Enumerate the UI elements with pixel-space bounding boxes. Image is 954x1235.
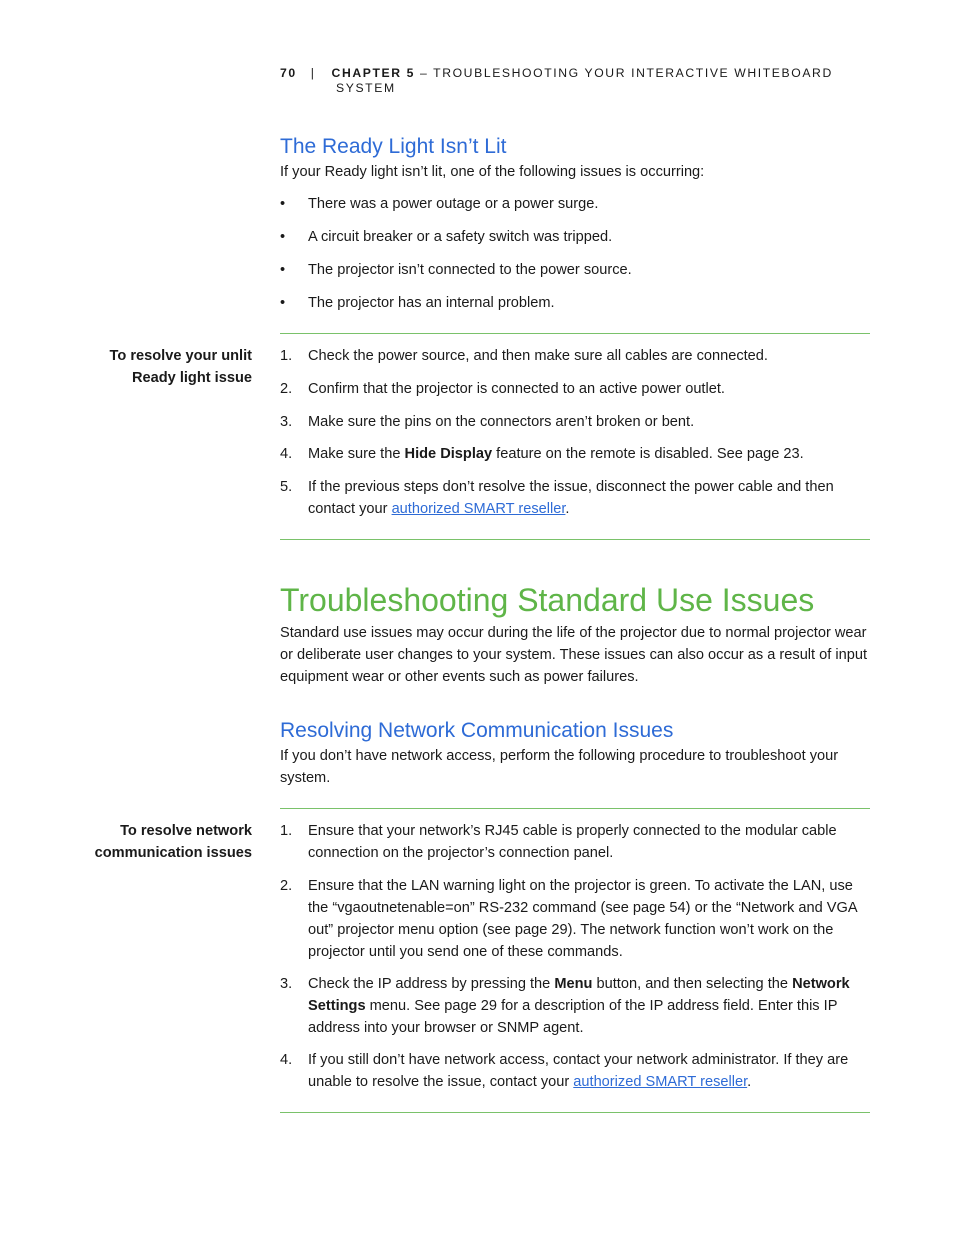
procedure-step: [280, 875, 870, 963]
step-text: [308, 476, 870, 520]
step-text: Make sure the pins on the connectors aren’t broken or bent.: [308, 414, 695, 430]
step-number: 3.: [280, 414, 293, 430]
divider: [280, 539, 870, 540]
ui-term-hide-display: Hide Display: [404, 446, 493, 462]
network-intro: If you don’t have network access, perform the following procedure to troubleshoot your system.: [280, 748, 839, 786]
step-text-part: button, and then selecting the: [592, 976, 793, 992]
procedure-step: [280, 443, 870, 465]
list-item: [280, 259, 870, 281]
bullet-text: A circuit breaker or a safety switch was tripped.: [308, 229, 613, 245]
chapter-title-continued: SYSTEM: [336, 81, 396, 95]
procedure-step: [280, 820, 870, 864]
step-text-part: Check the IP address by pressing the: [308, 976, 555, 992]
step-text: [308, 973, 870, 1039]
bullet: •: [280, 196, 286, 212]
bullet: •: [280, 262, 286, 278]
list-item: [280, 292, 870, 314]
procedure-step: [280, 476, 870, 520]
network-heading: Resolving Network Communication Issues: [280, 719, 674, 742]
step-text-part: .: [747, 1074, 752, 1090]
step-number: 4.: [280, 1052, 293, 1068]
page-number: 70: [280, 66, 297, 80]
procedure-label-ready-light: [40, 345, 252, 389]
bullet: •: [280, 295, 286, 311]
step-text-part: If the previous steps don’t resolve the issue, disconnect the power cable and then contact your: [308, 479, 834, 517]
reseller-link[interactable]: authorized SMART reseller: [391, 501, 566, 517]
procedure-step: [280, 378, 870, 400]
reseller-link[interactable]: authorized SMART reseller: [573, 1074, 748, 1090]
list-item: [280, 226, 870, 248]
bullet: •: [280, 229, 286, 245]
procedure-step: [280, 411, 870, 433]
bullet-text: The projector isn’t connected to the power source.: [308, 262, 632, 278]
bullet-text: There was a power outage or a power surge.: [308, 196, 599, 212]
step-number: 5.: [280, 479, 293, 495]
divider: [280, 808, 870, 809]
step-text-part: .: [565, 501, 570, 517]
step-number: 1.: [280, 348, 293, 364]
step-number: 2.: [280, 381, 293, 397]
step-number: 2.: [280, 878, 293, 894]
procedure-step: [280, 973, 870, 1039]
procedure-label-line: Ready light issue: [131, 370, 252, 386]
step-text: Confirm that the projector is connected to an active power outlet.: [308, 381, 725, 397]
ready-light-heading: The Ready Light Isn’t Lit: [280, 135, 507, 158]
divider: [280, 333, 870, 334]
procedure-label-network: [40, 820, 252, 864]
bullet-text: The projector has an internal problem.: [308, 295, 555, 311]
header-line-1: [280, 66, 860, 81]
step-text: [308, 1049, 870, 1093]
step-text-part: If you still don’t have network access, contact your network administrator. If they are unable to resolve the issue, contact your: [308, 1052, 849, 1090]
standard-use-heading: Troubleshooting Standard Use Issues: [280, 582, 815, 618]
step-text: Ensure that your network’s RJ45 cable is properly connected to the modular cable connection on the projector’s connection panel.: [308, 823, 837, 861]
chapter-title: – TROUBLESHOOTING YOUR INTERACTIVE WHITEBOARD: [415, 66, 833, 80]
step-number: 1.: [280, 823, 293, 839]
procedure-step: [280, 1049, 870, 1093]
step-text: Ensure that the LAN warning light on the projector is green. To activate the LAN, use the “vgaoutnetenable=on” RS-232 command (see page 54) or the “Network and VGA out” projector menu option (see page 29). The network function won’t work on the projector until you send one of these commands.: [308, 878, 857, 960]
procedure-label-line: communication issues: [94, 845, 252, 861]
chapter-label: CHAPTER 5: [331, 66, 416, 80]
divider: [280, 1112, 870, 1113]
running-header: [280, 66, 860, 96]
procedure-label-line: To resolve network: [120, 823, 252, 839]
step-text-part: menu. See page 29 for a description of the IP address field. Enter this IP address into your browser or SNMP agent.: [308, 998, 838, 1036]
step-text: [308, 443, 870, 465]
step-number: 4.: [280, 446, 293, 462]
ui-term-network-settings: Network Settings: [308, 976, 850, 1014]
ui-term-menu: Menu: [554, 976, 593, 992]
list-item: [280, 193, 870, 215]
standard-use-intro: Standard use issues may occur during the life of the projector due to normal projector wear or deliberate user changes to your system. These issues can also occur as a result of input equipment wear or other events such as power failures.: [280, 625, 868, 685]
step-text: Check the power source, and then make sure all cables are connected.: [308, 348, 768, 364]
procedure-label-line: To resolve your unlit: [109, 348, 252, 364]
header-separator: |: [310, 66, 316, 80]
step-number: 3.: [280, 976, 293, 992]
procedure-step: [280, 345, 870, 367]
step-text-part: feature on the remote is disabled. See page 23.: [492, 446, 804, 462]
step-text-part: Make sure the: [308, 446, 405, 462]
ready-light-intro: If your Ready light isn’t lit, one of the following issues is occurring:: [280, 164, 705, 180]
